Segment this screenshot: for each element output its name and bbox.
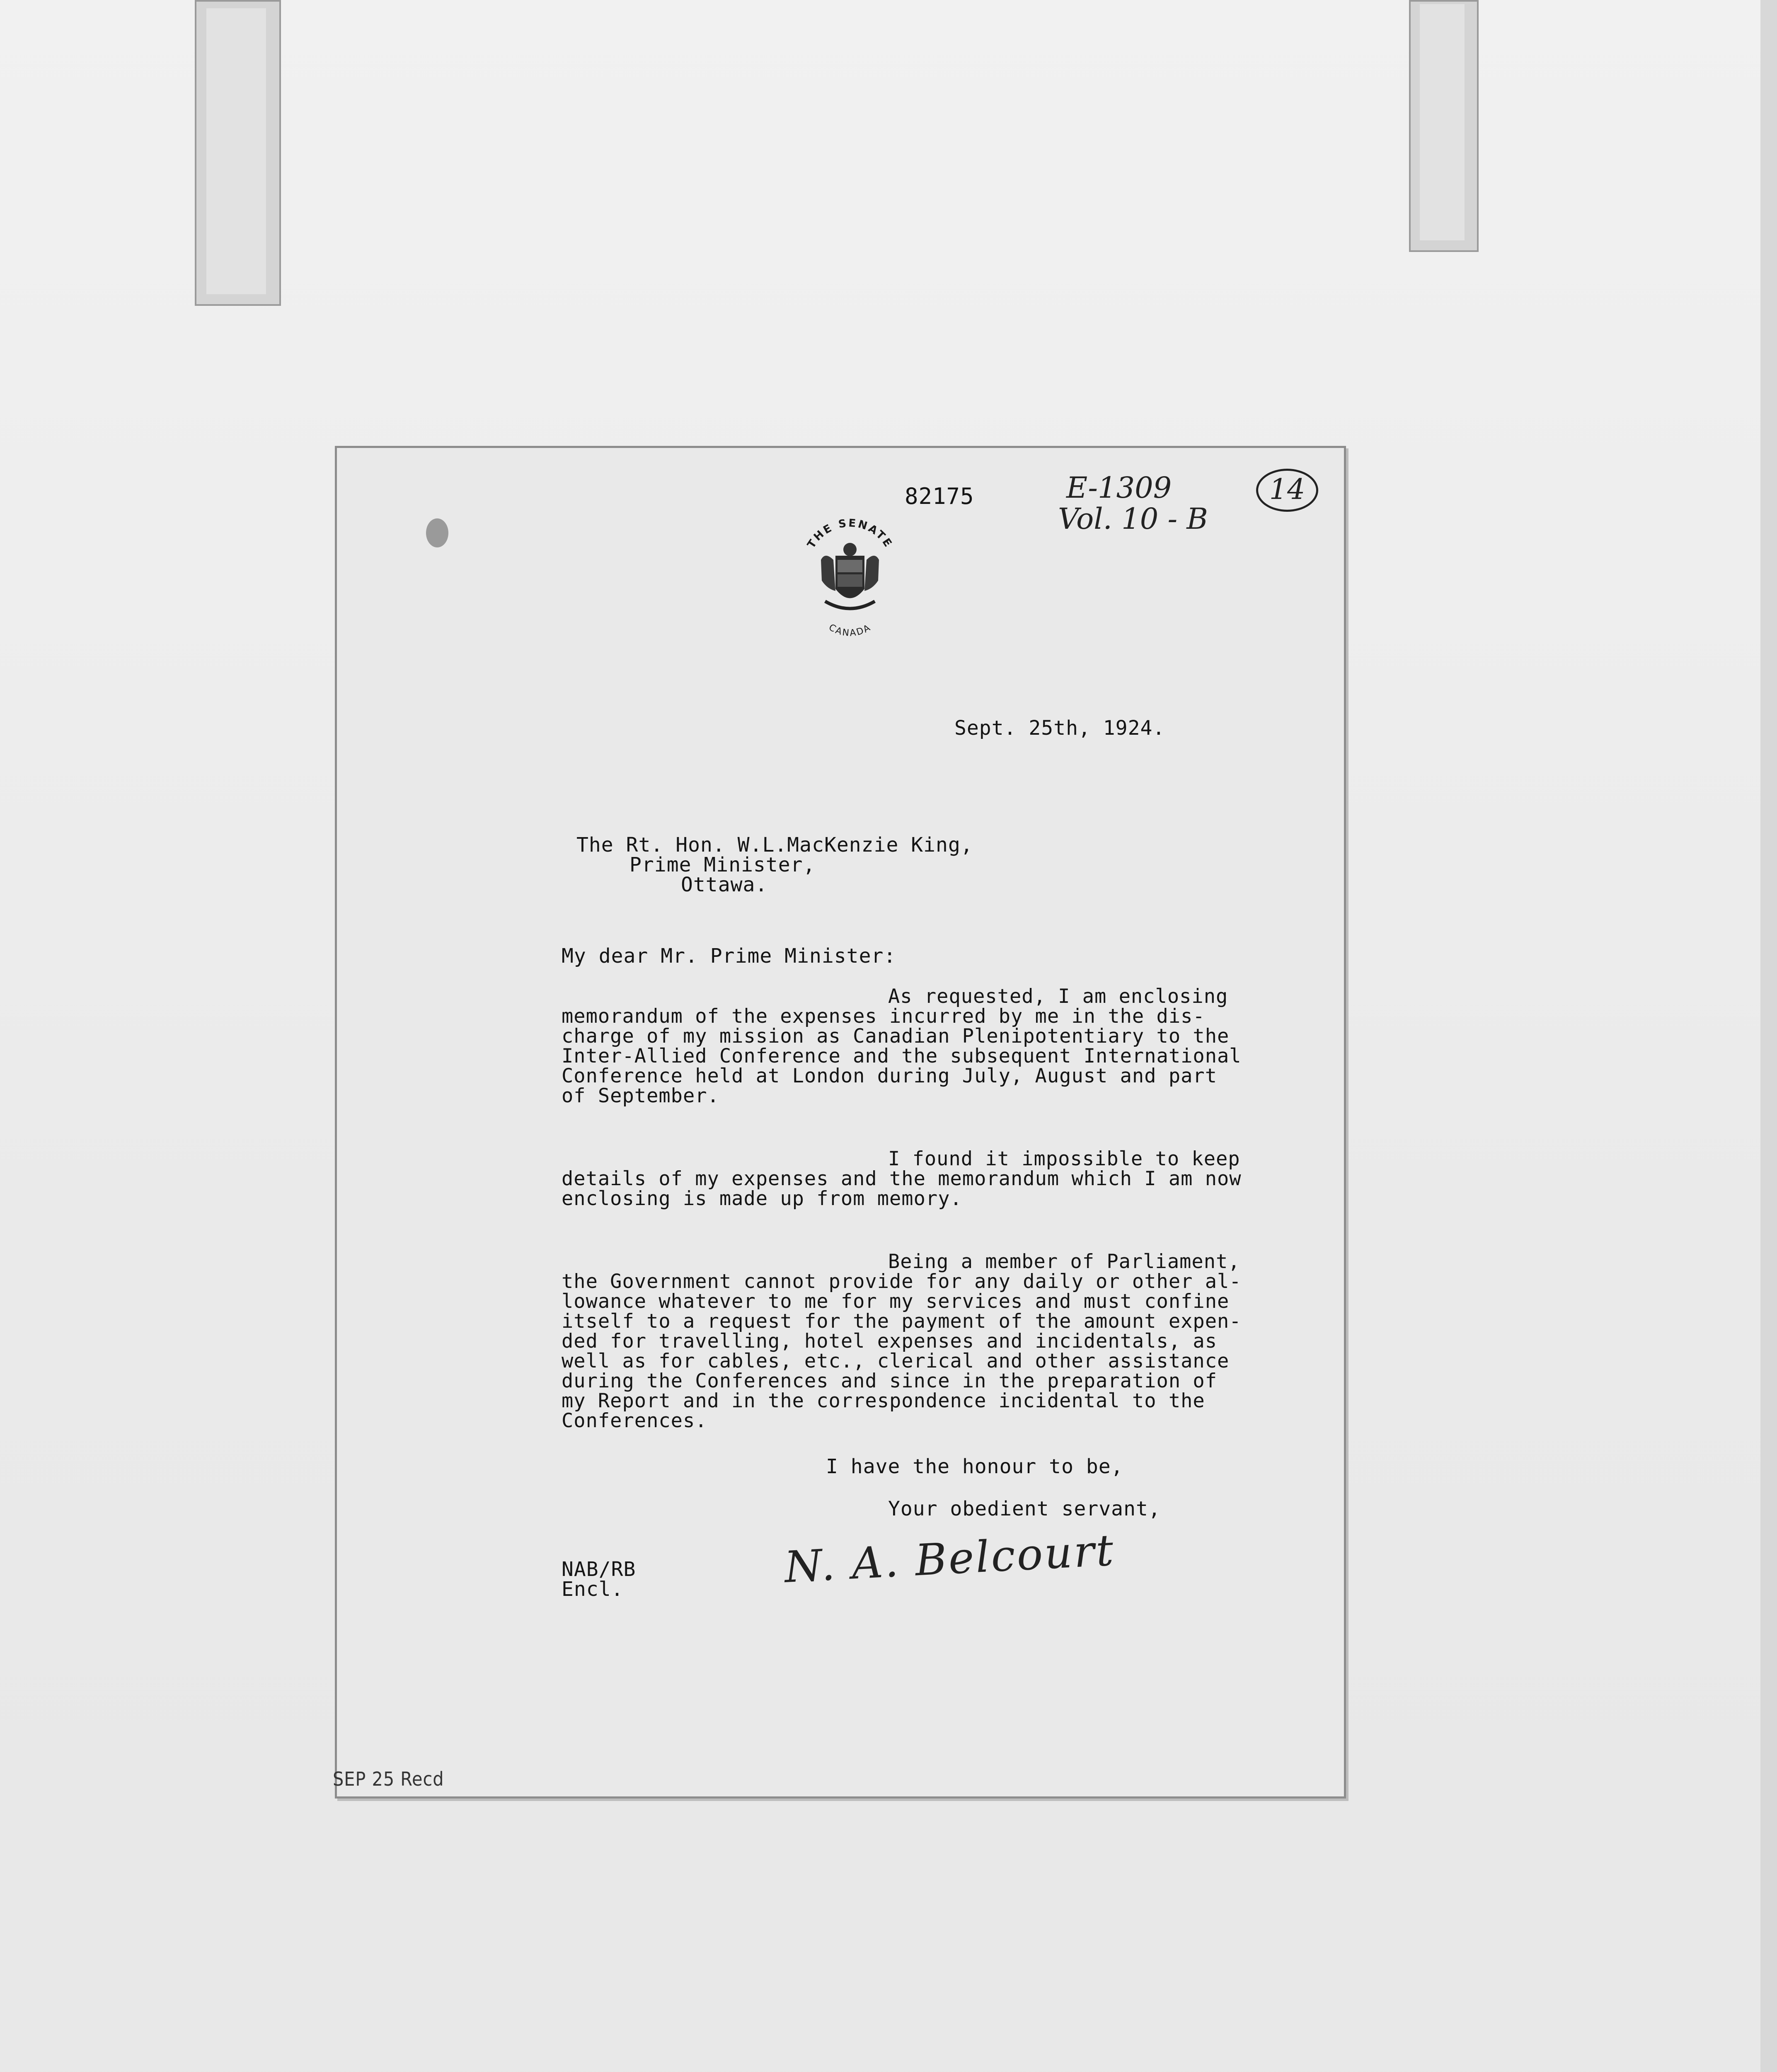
page-number-circle	[1256, 469, 1318, 512]
body-line: I found it impossible to keep	[888, 1147, 1240, 1170]
body-line: Being a member of Parliament,	[888, 1250, 1240, 1273]
handwritten-reference: Vol. 10 - B	[1058, 502, 1208, 536]
letter-page	[335, 446, 1346, 1798]
letter-date: Sept. 25th, 1924.	[954, 716, 1165, 740]
body-line: the Government cannot provide for any daily or other al-	[562, 1270, 1242, 1293]
stain-mark	[426, 518, 448, 547]
body-line: lowance whatever to me for my services and must confine	[562, 1290, 1230, 1313]
body-line: charge of my mission as Canadian Plenipotentiary to the	[562, 1025, 1230, 1048]
file-number: 82175	[905, 483, 974, 509]
mount-edge	[1760, 0, 1777, 2072]
closing-line: Your obedient servant,	[888, 1497, 1161, 1520]
body-line: Inter-Allied Conference and the subsequent International	[562, 1045, 1242, 1067]
body-line: my Report and in the correspondence incidental to the	[562, 1389, 1205, 1412]
body-line: of September.	[562, 1084, 719, 1107]
senate-crest-icon	[796, 518, 904, 643]
body-line: ded for travelling, hotel expenses and incidentals, as	[562, 1330, 1218, 1353]
mounting-tape-inner	[1420, 4, 1465, 240]
letterhead-top: THE SENATE	[805, 518, 895, 551]
salutation: My dear Mr. Prime Minister:	[562, 944, 896, 968]
body-line: Conference held at London during July, August and part	[562, 1065, 1218, 1087]
body-line: enclosing is made up from memory.	[562, 1187, 962, 1210]
handwritten-reference: E-1309	[1066, 471, 1172, 505]
body-line: details of my expenses and the memorandum which I am now	[562, 1167, 1242, 1190]
body-line: Conferences.	[562, 1409, 707, 1432]
svg-text:CANADA	[827, 622, 873, 639]
typist-initials: NAB/RB	[562, 1558, 636, 1581]
body-line: memorandum of the expenses incurred by me in the dis-	[562, 1005, 1205, 1028]
received-stamp: SEP 25 Recd	[333, 1768, 444, 1790]
body-line: well as for cables, etc., clerical and other assistance	[562, 1350, 1230, 1372]
recipient-line: Ottawa.	[681, 873, 768, 896]
closing-line: I have the honour to be,	[826, 1455, 1123, 1478]
body-line: itself to a request for the payment of the amount expen-	[562, 1310, 1242, 1333]
recipient-line: Prime Minister,	[629, 853, 816, 876]
signature: N. A. Belcourt	[783, 1525, 1116, 1593]
enclosure-note: Encl.	[562, 1578, 624, 1601]
body-line: As requested, I am enclosing	[888, 985, 1228, 1008]
recipient-line: The Rt. Hon. W.L.MacKenzie King,	[576, 833, 973, 857]
page-number: 14	[1269, 473, 1305, 506]
letterhead-bottom: CANADA	[827, 622, 873, 639]
body-line: during the Conferences and since in the preparation of	[562, 1370, 1218, 1392]
mounting-tape-inner	[206, 8, 266, 294]
